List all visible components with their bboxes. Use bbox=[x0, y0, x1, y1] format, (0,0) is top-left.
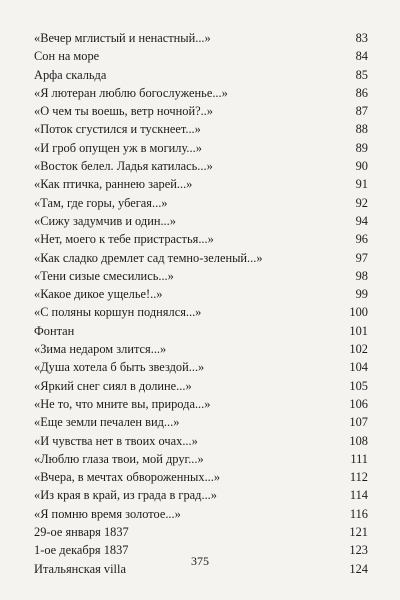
toc-entry bbox=[34, 468, 368, 486]
toc-entry bbox=[34, 212, 368, 230]
toc-entry bbox=[34, 322, 368, 340]
toc-entry bbox=[34, 120, 368, 138]
toc-entry-title: «Яркий снег сиял в долине...» bbox=[34, 378, 192, 393]
toc-entry-title: «Люблю глаза твои, мой друг...» bbox=[34, 451, 204, 466]
toc-entry-title: «Душа хотела б быть звездой...» bbox=[34, 360, 205, 375]
toc-entry bbox=[34, 285, 368, 303]
toc-entry-page: 98 bbox=[355, 268, 368, 283]
toc-entry-title: «Я помню время золотое...» bbox=[34, 506, 181, 521]
toc-entry-page: 94 bbox=[355, 213, 368, 228]
toc-entry-page: 107 bbox=[349, 415, 368, 430]
toc-entry-title: «Там, где горы, убегая...» bbox=[34, 195, 168, 210]
toc-entry-page: 105 bbox=[349, 378, 368, 393]
toc-entry-title: «Как сладко дремлет сад темно-зеленый...» bbox=[34, 250, 263, 265]
toc-entry-page: 108 bbox=[349, 433, 368, 448]
toc-entry bbox=[34, 230, 368, 248]
toc-entry-page: 84 bbox=[355, 49, 368, 64]
toc-entry bbox=[34, 102, 368, 120]
toc-entry-page: 101 bbox=[349, 323, 368, 338]
toc-entry bbox=[34, 395, 368, 413]
toc-entry-page: 102 bbox=[349, 342, 368, 357]
toc-entry-title: «Поток сгустился и тускнеет...» bbox=[34, 122, 201, 137]
toc-entry-title: 1-ое декабря 1837 bbox=[34, 543, 129, 558]
toc-entry bbox=[34, 358, 368, 376]
toc-entry-page: 88 bbox=[355, 122, 368, 137]
toc-entry-page: 91 bbox=[355, 177, 368, 192]
toc-entry bbox=[34, 157, 368, 175]
toc-entry-page: 112 bbox=[349, 470, 368, 485]
toc-entry-title: Фонтан bbox=[34, 323, 75, 338]
toc-entry-page: 116 bbox=[349, 506, 368, 521]
toc-entry-page: 83 bbox=[355, 31, 368, 45]
toc-entry-title: «И гроб опущен уж в могилу...» bbox=[34, 140, 202, 155]
toc-entry-page: 92 bbox=[355, 195, 368, 210]
toc-entry bbox=[34, 29, 368, 47]
toc-entry-title: «Сижу задумчив и один...» bbox=[34, 213, 176, 228]
toc-entry bbox=[34, 450, 368, 468]
toc-entry-title: «Вчера, в мечтах обвороженных...» bbox=[34, 470, 221, 485]
toc-entry-title: «Не то, что мните вы, природа...» bbox=[34, 396, 211, 411]
toc-entry-title: «Как птичка, раннею зарей...» bbox=[34, 177, 193, 192]
toc-entry bbox=[34, 505, 368, 523]
toc-entry bbox=[34, 175, 368, 193]
toc-entry-title: «С поляны коршун поднялся...» bbox=[34, 305, 202, 320]
toc-entry-title: Сон на море bbox=[34, 49, 100, 64]
toc-entry-page: 111 bbox=[350, 451, 368, 466]
toc-entry-page: 87 bbox=[355, 104, 368, 119]
toc-entry-page: 89 bbox=[355, 140, 368, 155]
toc-entry-page: 114 bbox=[349, 488, 368, 503]
toc-entry bbox=[34, 413, 368, 431]
toc-entry-page: 106 bbox=[349, 396, 368, 411]
toc-entry-page: 96 bbox=[355, 232, 368, 247]
toc-entry-page: 100 bbox=[349, 305, 368, 320]
toc-entry bbox=[34, 377, 368, 395]
toc-entry-title: Итальянская villa bbox=[34, 561, 126, 576]
toc-entry-title: Арфа скальда bbox=[34, 67, 107, 82]
toc-entry-title: «Я лютеран люблю богослуженье...» bbox=[34, 85, 228, 100]
toc-entry bbox=[34, 303, 368, 321]
toc-entry-page: 99 bbox=[355, 287, 368, 302]
toc-entry bbox=[34, 84, 368, 102]
toc-entry-title: «Еще земли печален вид...» bbox=[34, 415, 180, 430]
toc-entry-title: «Тени сизые смесились...» bbox=[34, 268, 174, 283]
toc-entry bbox=[34, 47, 368, 65]
toc-entry bbox=[34, 194, 368, 212]
toc-entry bbox=[34, 486, 368, 504]
toc-entry-page: 97 bbox=[355, 250, 368, 265]
toc-entry-page: 90 bbox=[355, 159, 368, 174]
toc-entry bbox=[34, 267, 368, 285]
toc-entry-page: 124 bbox=[349, 561, 368, 576]
toc-entry-title: 29-ое января 1837 bbox=[34, 525, 129, 540]
toc-entry-title: «Вечер мглистый и ненастный...» bbox=[34, 31, 211, 45]
page-number: 375 bbox=[191, 554, 209, 568]
toc-entry bbox=[34, 249, 368, 267]
toc-entry-title: «О чем ты воешь, ветр ночной?..» bbox=[34, 104, 213, 119]
toc-entry-title: «Нет, моего к тебе пристрастья...» bbox=[34, 232, 214, 247]
toc-entry-title: «Какое дикое ущелье!..» bbox=[34, 287, 163, 302]
toc-entry bbox=[34, 66, 368, 84]
toc-entry-page: 104 bbox=[349, 360, 368, 375]
toc-entry-title: «Зима недаром злится...» bbox=[34, 342, 167, 357]
toc-entry-page: 86 bbox=[355, 85, 368, 100]
toc-entry bbox=[34, 523, 368, 541]
toc-entry bbox=[34, 139, 368, 157]
toc-entry-title: «И чувства нет в твоих очах...» bbox=[34, 433, 198, 448]
toc-entry-page: 123 bbox=[349, 543, 368, 558]
toc-entry bbox=[34, 340, 368, 358]
toc-entry-title: «Из края в край, из града в град...» bbox=[34, 488, 217, 503]
toc-entry-page: 121 bbox=[349, 525, 368, 540]
toc-entry bbox=[34, 432, 368, 450]
toc-entry-title: «Восток белел. Ладья катилась...» bbox=[34, 159, 213, 174]
toc-entry-page: 85 bbox=[355, 67, 368, 82]
table-of-contents bbox=[34, 29, 368, 578]
